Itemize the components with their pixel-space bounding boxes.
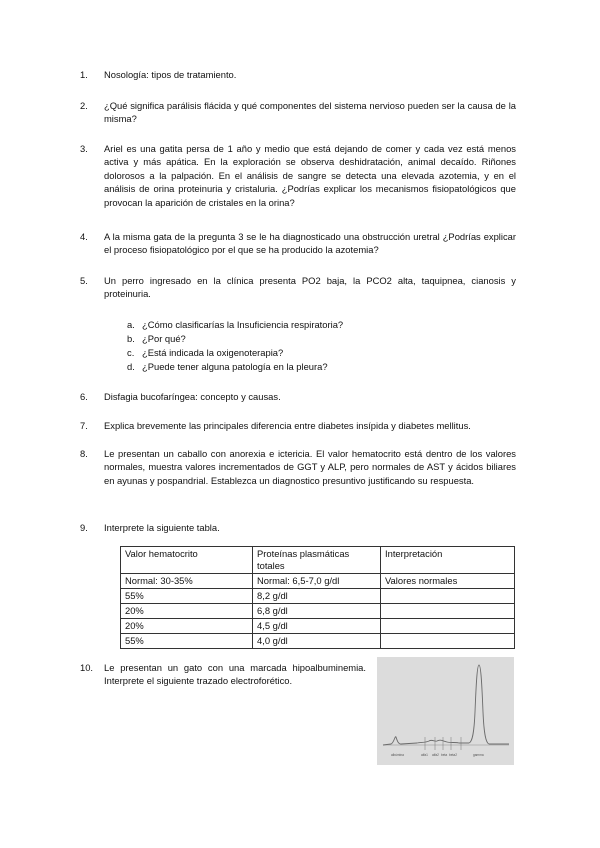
question-number: 10. (80, 662, 94, 673)
table-row (121, 619, 515, 634)
table-cell: 4,5 g/dl (253, 619, 381, 634)
question-text: Nosología: tipos de tratamiento. (104, 69, 237, 80)
subquestion-label: d. (127, 361, 135, 372)
table-cell: 8,2 g/dl (253, 589, 381, 604)
question-number: 3. (80, 143, 88, 154)
table-row (121, 574, 515, 589)
table-cell (381, 589, 515, 604)
trace-background (377, 657, 514, 765)
question-number: 9. (80, 522, 88, 533)
question-text: ¿Qué significa parálisis flácida y qué componentes del sistema nervioso pueden ser la causa de la misma? (104, 100, 516, 125)
subquestion-d (127, 360, 328, 373)
question-number: 1. (80, 69, 88, 80)
question-8 (80, 447, 516, 487)
question-text: A la misma gata de la pregunta 3 se le ha diagnosticado una obstrucción uretral ¿Podrías explicar el proceso fisiopatológico por el que se ha producido la azotemia? (104, 231, 516, 256)
trace-label: alfa2 (432, 753, 439, 757)
question-3 (80, 142, 516, 209)
table-cell: Normal: 30-35% (121, 574, 253, 589)
table-cell (381, 619, 515, 634)
question-text: Un perro ingresado en la clínica presenta PO2 baja, la PCO2 alta, taquipnea, cianosis y proteinuria. (104, 275, 516, 300)
question-text: Le presentan un gato con una marcada hipoalbuminemia. Interprete el siguiente trazado electroforético. (104, 662, 366, 687)
subquestion-text: ¿Cómo clasificarías la Insuficiencia respiratoria? (142, 319, 344, 330)
question-2 (80, 99, 516, 126)
table-row (121, 634, 515, 649)
subquestion-text: ¿Está indicada la oxigenoterapia? (142, 347, 284, 358)
trace-label: gamma (473, 753, 484, 757)
question-text: Le presentan un caballo con anorexia e ictericia. El valor hematocrito está dentro de los valores normales, muestra valores incrementados de GGT y ALP, pero normales de AST y ácidos biliares en ayunas y pospandrial. Establezca un diagnostico presuntivo justificando su respuesta. (104, 448, 516, 486)
table-cell: Valores normales (381, 574, 515, 589)
table-row (121, 589, 515, 604)
question-6 (80, 390, 516, 403)
table-cell: 4,0 g/dl (253, 634, 381, 649)
question-number: 4. (80, 231, 88, 242)
question-10 (80, 661, 366, 688)
subquestion-a (127, 318, 344, 331)
question-1 (80, 68, 516, 81)
question-text: Explica brevemente las principales diferencia entre diabetes insípida y diabetes mellitus. (104, 420, 471, 431)
question-number: 8. (80, 448, 88, 459)
question-text: Interprete la siguiente tabla. (104, 522, 220, 533)
trace-label: beta2 (449, 753, 457, 757)
table-cell: 20% (121, 619, 253, 634)
table-cell: Normal: 6,5-7,0 g/dl (253, 574, 381, 589)
table-header-row (121, 547, 515, 574)
question-5 (80, 274, 516, 301)
hematocrit-table (120, 546, 515, 649)
subquestion-c (127, 346, 284, 359)
trace-label: beta (441, 753, 448, 757)
subquestion-label: b. (127, 333, 135, 344)
table-row (121, 604, 515, 619)
question-9 (80, 521, 516, 534)
trace-label: albúmina (391, 753, 404, 757)
electrophoresis-trace-svg (377, 657, 514, 765)
table-cell (381, 634, 515, 649)
table-cell: 6,8 g/dl (253, 604, 381, 619)
trace-label: alfa1 (421, 753, 428, 757)
table-cell (381, 604, 515, 619)
question-number: 2. (80, 100, 88, 111)
subquestion-b (127, 332, 186, 345)
table-header-cell: Valor hematocrito (121, 547, 253, 574)
question-text: Disfagia bucofaríngea: concepto y causas. (104, 391, 281, 402)
question-number: 7. (80, 420, 88, 431)
question-4 (80, 230, 516, 257)
table-cell: 20% (121, 604, 253, 619)
subquestion-label: a. (127, 319, 135, 330)
subquestion-text: ¿Por qué? (142, 333, 186, 344)
question-number: 5. (80, 275, 88, 286)
question-number: 6. (80, 391, 88, 402)
subquestion-label: c. (127, 347, 135, 358)
table-header-cell: Interpretación (381, 547, 515, 574)
question-text: Ariel es una gatita persa de 1 año y medio que está dejando de comer y cada vez está menos activa y más apática. En la exploración se observa deshidratación, animal decaído. Riñones dolorosos a la palpación. En el análisis de sangre se detecta una elevada azotemia, y en el análisis de orina proteinuria y cristaluria. ¿Podrías explicar los mecanismos fisiopatológicos que provocan la aparición de cristales en la orina? (104, 143, 516, 208)
question-7 (80, 419, 516, 432)
subquestion-text: ¿Puede tener alguna patología en la pleura? (142, 361, 328, 372)
table-cell: 55% (121, 634, 253, 649)
table-header-cell: Proteínas plasmáticas totales (253, 547, 381, 574)
table-cell: 55% (121, 589, 253, 604)
electrophoresis-trace-image (377, 657, 514, 765)
